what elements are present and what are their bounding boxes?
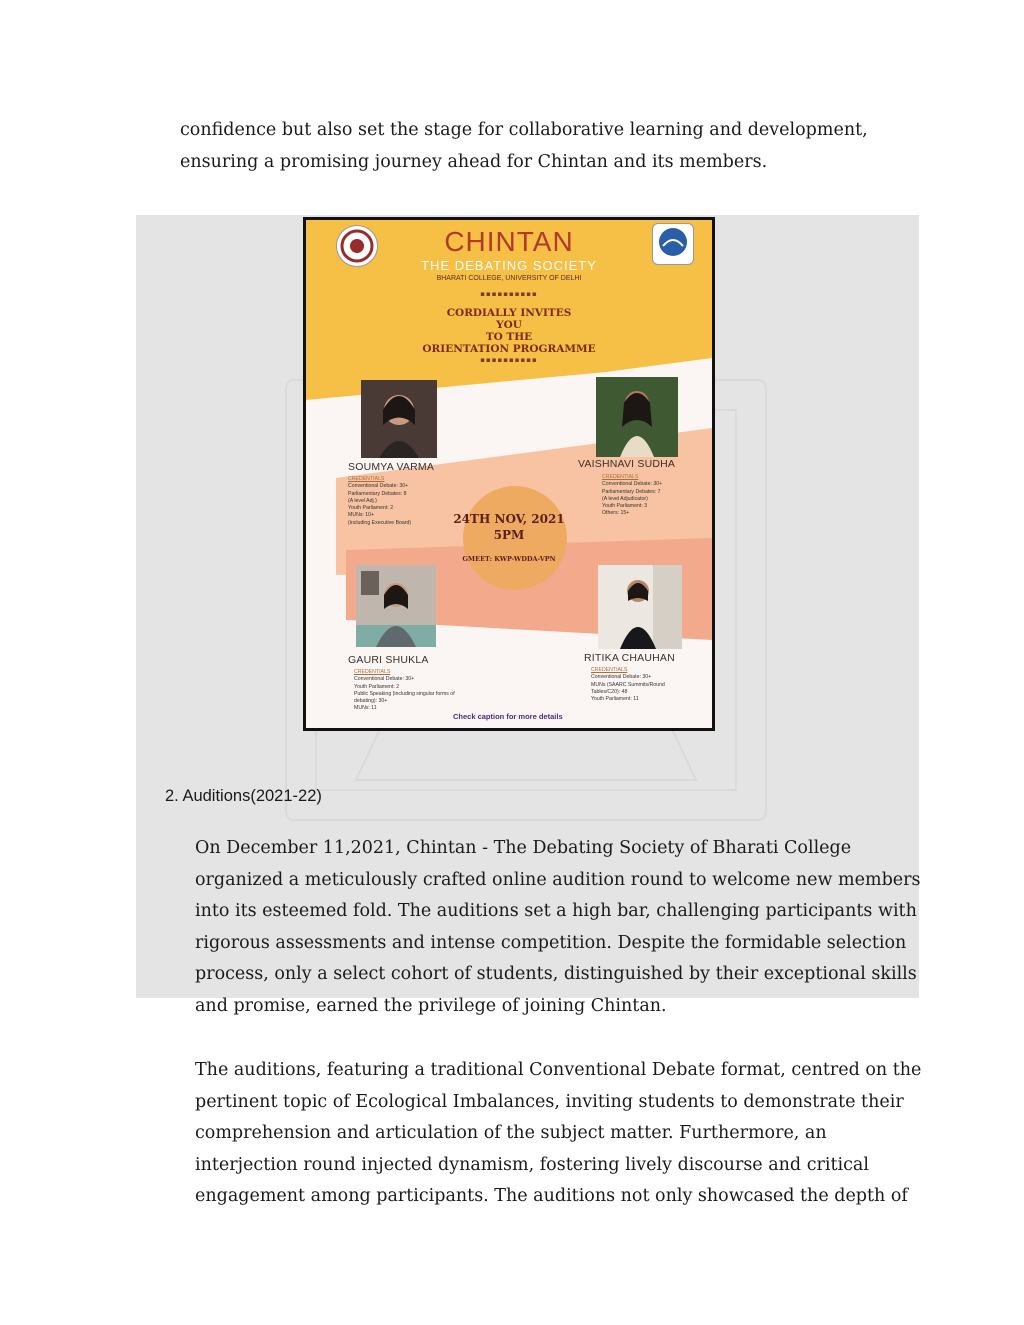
credential-line: Parliamentary Debates: 7 bbox=[602, 488, 661, 495]
speaker-photo-gauri bbox=[356, 565, 436, 647]
credential-line: Parliamentary Debates: 8 bbox=[348, 490, 407, 497]
speaker-photo-soumya bbox=[361, 380, 437, 458]
credentials-heading: CREDENTIALS bbox=[591, 667, 628, 673]
credential-line: MUNs (SAARC Summits/Round bbox=[591, 681, 665, 688]
credential-line: debating): 30+ bbox=[354, 698, 388, 705]
credential-line: (A level Adjudicator) bbox=[602, 495, 648, 502]
credential-line: Public Speaking (including singular forms of bbox=[354, 690, 455, 697]
speaker-photo-vaishnavi bbox=[596, 377, 678, 457]
credential-line: (including Executive Board) bbox=[348, 519, 412, 526]
credential-line: Conventional Debate: 30+ bbox=[354, 676, 415, 683]
event-meet-code: GMEET: KWP-WDDA-VPN bbox=[462, 555, 556, 563]
credential-line: Youth Parliament: 3 bbox=[602, 503, 648, 510]
poster-divider-top: ▪▪▪▪▪▪▪▪▪▪ bbox=[480, 290, 538, 298]
section-heading bbox=[165, 782, 322, 810]
poster-divider-bottom: ▪▪▪▪▪▪▪▪▪▪ bbox=[480, 356, 538, 364]
credentials-heading: CREDENTIALS bbox=[602, 474, 639, 480]
credential-line: Others: 15+ bbox=[602, 510, 630, 517]
poster-title: CHINTAN bbox=[444, 226, 574, 257]
speaker-name: SOUMYA VARMA bbox=[348, 461, 435, 473]
auditions-paragraph-1: On December 11,2021, Chintan - The Debating Society of Bharati College organized a meticulously crafted online audition round to welcome new members into its esteemed fold. The auditions set a high bar, challenging participants with rigorous assessments and intense competition. Despite the formidable selection process, only a select cohort of students, distinguished by their exceptional skills and promise, earned the privilege of joining Chintan. bbox=[195, 838, 921, 1016]
poster-footer: Check caption for more details bbox=[453, 712, 563, 721]
poster-college: BHARATI COLLEGE, UNIVERSITY OF DELHI bbox=[436, 275, 582, 282]
auditions-paragraph-2: The auditions, featuring a traditional Conventional Debate format, centred on the pertinent topic of Ecological Imbalances, inviting students to demonstrate their comprehension and articulation of the subject matter. Furthermore, an interjection round injected dynamism, fostering lively discourse and critical engagement among participants. The auditions not only showcased the depth of bbox=[195, 1060, 922, 1206]
intro-paragraph: confidence but also set the stage for collaborative learning and development, ensuring a promising journey ahead for Chintan and its members. bbox=[180, 120, 868, 172]
credential-line: Youth Parliament: 2 bbox=[348, 505, 394, 512]
section-number: 2. bbox=[165, 787, 179, 805]
speaker-name: VAISHNAVI SUDHA bbox=[578, 458, 676, 470]
credential-line: MUNs: 11 bbox=[354, 705, 377, 712]
speaker-credentials bbox=[591, 667, 696, 703]
speaker-photo-ritika bbox=[598, 565, 682, 649]
speaker-name: RITIKA CHAUHAN bbox=[584, 652, 675, 664]
section-title: Auditions(2021-22) bbox=[182, 787, 322, 805]
credential-line: Conventional Debate: 30+ bbox=[602, 481, 663, 488]
credentials-heading: CREDENTIALS bbox=[348, 476, 385, 482]
credential-line: Youth Parliament: 2 bbox=[354, 683, 400, 690]
credential-line: Tables/C20): 48 bbox=[591, 688, 628, 695]
poster-invite-line-4: ORIENTATION PROGRAMME bbox=[422, 343, 596, 355]
poster-invite-line-3: TO THE bbox=[485, 331, 533, 343]
poster-invite-line-1: CORDIALLY INVITES bbox=[446, 307, 572, 319]
credential-line: Youth Parliament: 11 bbox=[591, 696, 639, 703]
event-date: 24TH NOV, 2021 bbox=[453, 512, 565, 526]
orientation-poster bbox=[303, 217, 715, 731]
event-time: 5PM bbox=[493, 528, 525, 542]
credential-line: Conventional Debate: 30+ bbox=[348, 483, 409, 490]
credential-line: Conventional Debate: 30+ bbox=[591, 674, 652, 681]
speaker-name: GAURI SHUKLA bbox=[348, 654, 429, 666]
credentials-heading: CREDENTIALS bbox=[354, 669, 391, 675]
credential-line: MUNs: 10+ bbox=[348, 512, 375, 519]
poster-invite-line-2: YOU bbox=[496, 319, 522, 331]
poster-subtitle: THE DEBATING SOCIETY bbox=[421, 258, 597, 273]
credential-line: (A level Adj.) bbox=[348, 497, 377, 504]
speaker-credentials bbox=[354, 669, 479, 713]
